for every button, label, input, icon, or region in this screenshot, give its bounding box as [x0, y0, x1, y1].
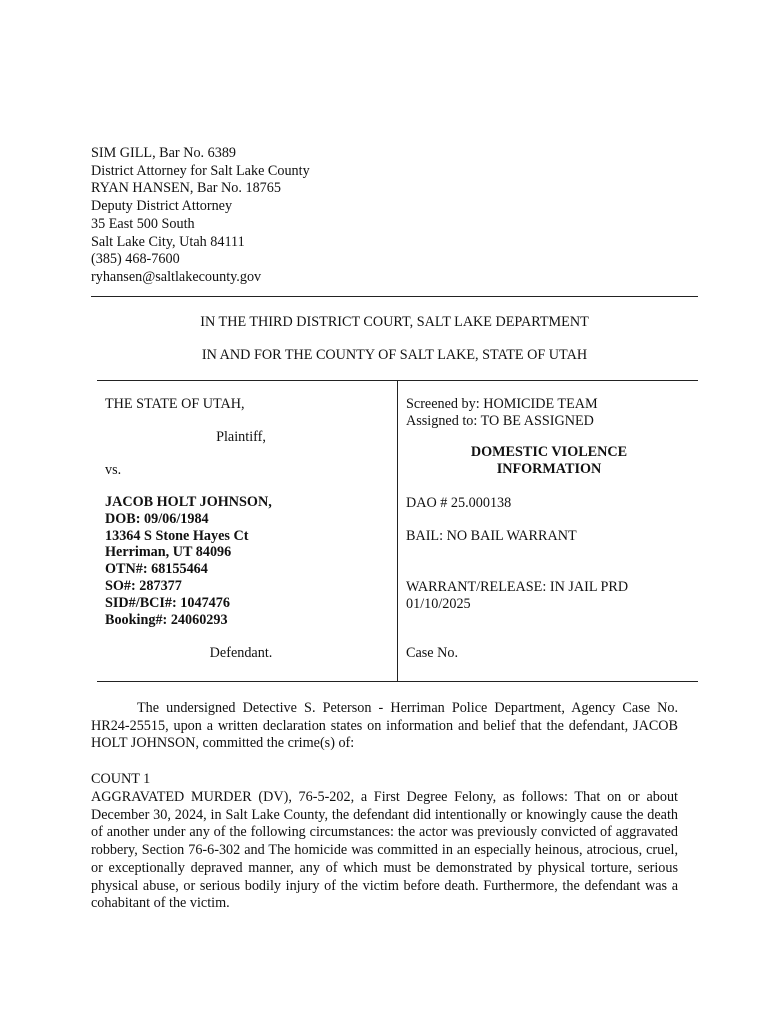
attorney-line: RYAN HANSEN, Bar No. 18765 — [91, 180, 281, 197]
attorney-header — [91, 145, 310, 287]
defendant-dob: DOB: 09/06/1984 — [105, 510, 209, 527]
caption-bottom-rule — [97, 681, 698, 682]
assigned-to: Assigned to: TO BE ASSIGNED — [406, 413, 594, 429]
plaintiff-name: THE STATE OF UTAH, — [105, 396, 245, 412]
dao-number: DAO # 25.000138 — [406, 495, 512, 511]
header-divider — [91, 296, 698, 297]
count-description: AGGRAVATED MURDER (DV), 76-5-202, a First Degree Felony, as follows: That on or about December 30, 2024, in Salt Lake County, the defendant did intentionally or knowingly cause the death of another under any of the following circumstances: the actor was previously convicted of aggravated robbery, Section 76-6-302 and The homicide was committed in an especially heinous, atrocious, cruel, or exceptionally depraved manner, any of which must be demonstrated by physical torture, serious physical abuse, or serious bodily injury of the victim before death. Furthermore, the defendant was a cohabitant of the victim. — [91, 789, 678, 912]
document-title — [406, 444, 692, 478]
defendant-sid: SID#/BCI#: 1047476 — [105, 594, 230, 611]
defendant-info — [105, 494, 272, 628]
screened-by: Screened by: HOMICIDE TEAM — [406, 396, 598, 412]
warrant-release: WARRANT/RELEASE: IN JAIL PRD — [406, 579, 629, 595]
defendant-street: 13364 S Stone Hayes Ct — [105, 527, 249, 544]
count-heading: COUNT 1 — [91, 771, 151, 787]
case-number: Case No. — [406, 645, 459, 661]
court-name: IN THE THIRD DISTRICT COURT, SALT LAKE DEPARTMENT — [200, 314, 589, 330]
defendant-label: Defendant. — [209, 645, 273, 661]
attorney-line: (385) 468-7600 — [91, 251, 180, 268]
defendant-city: Herriman, UT 84096 — [105, 544, 232, 561]
defendant-so: SO#: 287377 — [105, 577, 182, 594]
attorney-line: District Attorney for Salt Lake County — [91, 162, 310, 179]
attorney-line: Deputy District Attorney — [91, 198, 233, 215]
bail-status: BAIL: NO BAIL WARRANT — [406, 528, 577, 544]
versus-label: vs. — [105, 462, 122, 478]
attorney-email: ryhansen@saltlakecounty.gov — [91, 268, 262, 285]
defendant-booking: Booking#: 24060293 — [105, 611, 228, 628]
warrant-release-date: 01/10/2025 — [406, 596, 471, 612]
attorney-line: 35 East 500 South — [91, 215, 195, 232]
attorney-line: Salt Lake City, Utah 84111 — [91, 233, 245, 250]
intro-paragraph: The undersigned Detective S. Peterson - Herriman Police Department, Agency Case No. HR24-25515, upon a written declaration states on information and belief that the defendant, JACOB HOLT JOHNSON, committed the crime(s) of: — [91, 700, 678, 752]
attorney-line: SIM GILL, Bar No. 6389 — [91, 145, 237, 161]
document-title-line: DOMESTIC VIOLENCE — [470, 444, 628, 460]
defendant-otn: OTN#: 68155464 — [105, 561, 208, 578]
caption-column-divider — [397, 380, 398, 681]
document-title-line: INFORMATION — [496, 461, 602, 477]
plaintiff-label: Plaintiff, — [216, 429, 266, 445]
court-jurisdiction: IN AND FOR THE COUNTY OF SALT LAKE, STATE OF UTAH — [201, 347, 588, 363]
defendant-name: JACOB HOLT JOHNSON, — [105, 494, 272, 510]
